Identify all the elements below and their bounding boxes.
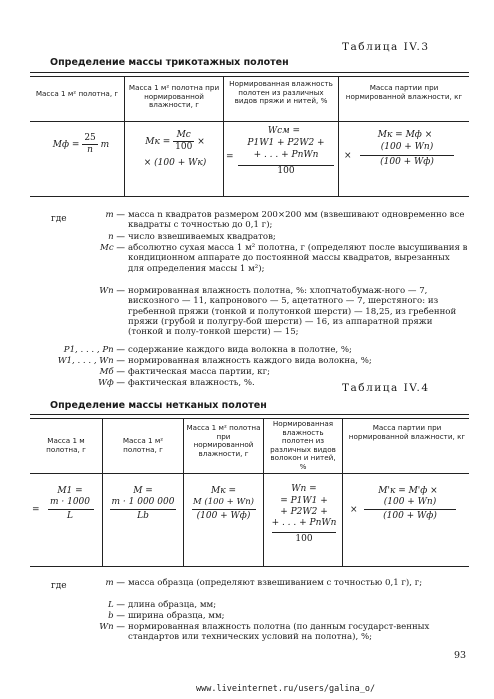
table-title: Определение массы трикотажных полотен [50, 57, 289, 68]
definition-text: содержание каждого вида волокна в полотне, %; [128, 345, 352, 355]
formula-lhs: Mк = [145, 137, 171, 147]
header-rule [30, 473, 469, 474]
formula-lhs: Mк = [211, 486, 236, 496]
formula-rhs: m [100, 140, 110, 150]
formula-denominator: (100 + Wф) [380, 157, 434, 167]
formula-lhs: Mф = [52, 140, 80, 150]
table-title: Определение массы нетканых полотен [50, 400, 267, 411]
symbol: Wп — [99, 286, 125, 296]
symbol: W1, . . . , Wn — [57, 356, 125, 366]
formula-mass-per-m2 [40, 133, 122, 156]
formula-lhs: M'к = M'ф × [378, 486, 438, 496]
symbol: b — [108, 611, 125, 621]
formula-conditioned-mass [130, 130, 220, 153]
fraction-bar [192, 509, 256, 510]
definition-text: абсолютно сухая масса 1 м² полотна, г (определяют после высушивания в кондиционном аппарате до постоянной массы квадратов, вырезанных для определения массы 1 м²); [128, 243, 468, 274]
page-number: 93 [454, 650, 467, 661]
definition-text: ширина образца, мм; [128, 611, 225, 621]
formula-line2: × (100 + Wк) [143, 158, 207, 168]
formula-numerator: + . . . + PnWn [271, 518, 337, 528]
formula-lhs: M1 = [57, 486, 83, 496]
formula-lhs: Wп = [291, 484, 317, 494]
formula-denominator: 100 [277, 166, 295, 176]
column-divider [102, 418, 103, 566]
formula-denominator: (100 + Wф) [196, 511, 251, 521]
times-sign: × [350, 505, 358, 515]
fraction-numerator: 25 [84, 133, 96, 143]
formula-numerator: (100 + Wп) [380, 142, 434, 152]
column-divider [342, 418, 343, 566]
times-sign: × [197, 137, 205, 147]
header-rule [30, 121, 469, 122]
definition-text: длина образца, мм; [128, 600, 217, 610]
table-header-cell: Нормированная влажность полотен из различных видов пряжи и нитей, % [229, 79, 333, 105]
formula-lhs: Wсм = [267, 126, 301, 136]
table-header-cell: Масса 1 м² полотна при нормированной влажности, г [128, 83, 220, 109]
formula-denominator: 100 [295, 534, 313, 544]
symbol: m — [105, 210, 125, 220]
definition-text: масса n квадратов размером 200×200 мм (взвешивают одновременно все квадраты с точностью до 0,1 г); [128, 210, 465, 231]
formula-numerator: = P1W1 + [280, 496, 328, 506]
symbol: L — [107, 600, 125, 610]
symbol: Mб — [99, 367, 125, 377]
table-top-rule [30, 414, 469, 419]
table-bottom-rule [30, 196, 469, 197]
definition-text: нормированная влажность полотна, %: хлопчатобумаж-ного — 7, вискозного — 11, капронового — 5, ацетатного — 7, шерстяного: из гребенной пряжи (тонкой и полутонкой шерсти) — 18,25, из гребенной пряжи (грубой и полугру-бой шерсти) — 16, из аппаратной пряжи (тонкой и полу-тонкой шерсти) — 15; [128, 286, 457, 338]
equals-sign: = [226, 152, 234, 162]
formula-lhs: Mк = Mф × [377, 130, 433, 140]
symbol: m — [105, 578, 125, 588]
definition-text: нормированная влажность полотна (по данным государст-венных стандартов или технических условий на полотна), %; [128, 622, 430, 643]
symbol: n — [108, 232, 125, 242]
column-divider [338, 76, 339, 196]
formula-numerator: + P2W2 + [280, 507, 328, 517]
definition-text: число взвешиваемых квадратов; [128, 232, 276, 242]
formula-numerator: (100 + Wп) [383, 497, 437, 507]
symbol: P1, . . . , Pn — [63, 345, 125, 355]
equals-sign: = [32, 505, 40, 515]
fraction-denominator: 100 [175, 142, 193, 152]
definition-text: нормированная влажность каждого вида волокна, %; [128, 356, 372, 366]
formula-denominator: (100 + Wф) [383, 511, 437, 521]
table-label: Таблица IV.4 [342, 382, 430, 394]
column-divider [223, 76, 224, 196]
formula-numerator: + . . . + PnWn [253, 150, 319, 160]
table-header-cell: Масса 1 м² полотна при нормированной влажности, г [186, 423, 261, 458]
column-divider [124, 76, 125, 196]
table-bottom-rule [30, 566, 469, 567]
symbol: Wп — [99, 622, 125, 632]
definition-text: фактическая влажность, %. [128, 378, 255, 388]
column-divider [263, 418, 264, 566]
column-divider [183, 418, 184, 566]
fraction-bar [48, 509, 94, 510]
table-label: Таблица IV.3 [342, 41, 430, 53]
times-sign: × [344, 151, 352, 161]
table-header-cell: Масса 1 м² полотна, г [35, 89, 119, 98]
formula-numerator: m · 1000 [49, 497, 91, 507]
where-label: где [51, 581, 67, 591]
fraction-bar [272, 532, 336, 533]
symbol: Wф — [98, 378, 125, 388]
definition-text: масса образца (определяют взвешиванием с точностью 0,1 г), г; [128, 578, 423, 588]
where-label: где [51, 214, 67, 224]
definition-text: фактическая масса партии, кг; [128, 367, 271, 377]
formula-numerator: P1W1 + P2W2 + [247, 138, 325, 148]
symbol: Mc — [100, 243, 125, 253]
table-header-cell: Масса партии при нормированной влажности, кг [348, 423, 466, 441]
table-header-cell: Масса партии при нормированной влажности, кг [345, 83, 463, 101]
table-header-cell: Нормированная влажность полотен из различных видов волокон и нитей, % [270, 419, 336, 471]
fraction-numerator: Mc [173, 130, 194, 142]
formula-lhs: M = [133, 486, 153, 496]
fraction-bar [110, 509, 176, 510]
table-top-rule [30, 72, 469, 77]
footer-url[interactable]: www.liveinternet.ru/users/galina_o/ [196, 684, 376, 694]
fraction-bar [360, 155, 454, 156]
fraction-denominator: n [87, 145, 93, 155]
table-header-cell: Масса 1 м полотна, г [46, 436, 86, 454]
fraction-bar [364, 509, 456, 510]
formula-denominator: Lb [137, 511, 149, 521]
table-header-cell: Масса 1 м² полотна, г [122, 436, 164, 454]
formula-numerator: M (100 + Wп) [193, 497, 254, 507]
formula-numerator: m · 1 000 000 [111, 497, 175, 507]
formula-denominator: L [67, 511, 73, 521]
